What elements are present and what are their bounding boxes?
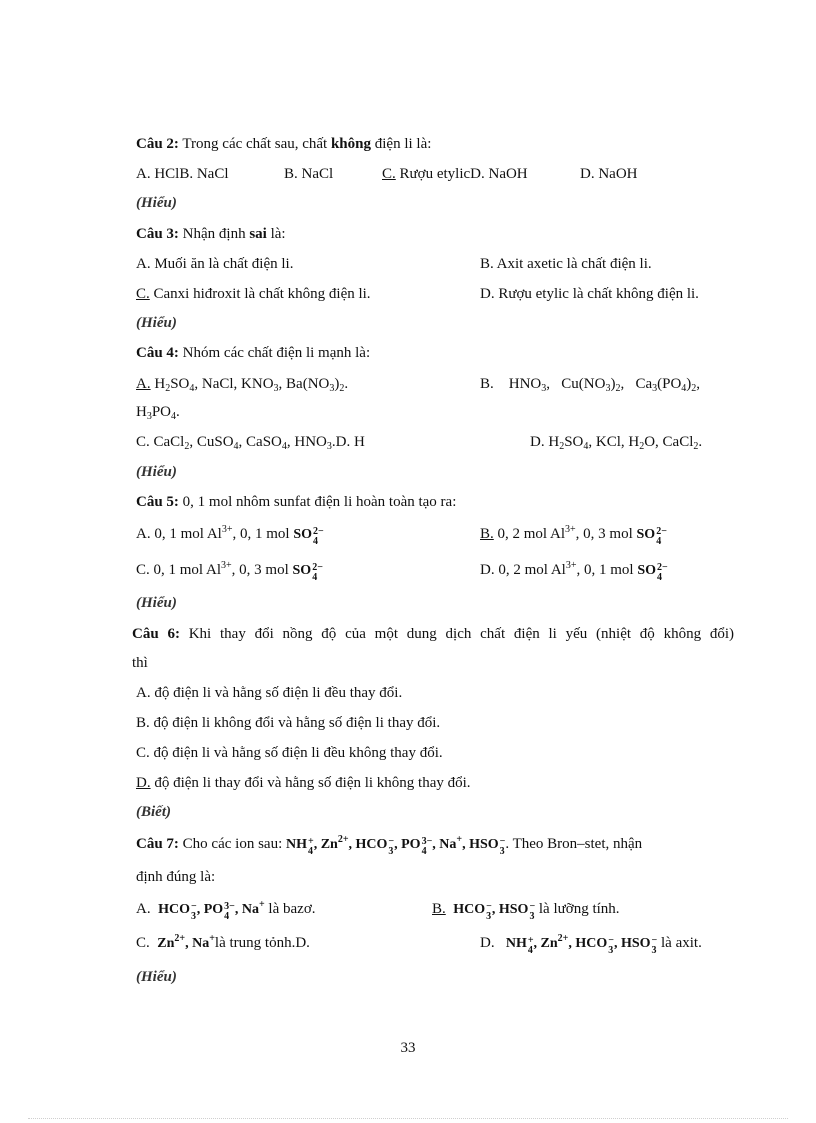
question-4-stem: Câu 4: Nhóm các chất điện li mạnh là:: [136, 345, 371, 361]
question-4-option-b-cont: $H_3PO_4$.: [136, 404, 180, 422]
question-6-option-a: A. độ điện li và hằng số điện li đều thay đổi.: [136, 685, 403, 701]
question-4-label: Câu 4:: [136, 345, 179, 361]
question-5-option-a: A. 0, 1 mol $Al^{3+}$, 0, 1 mol SO 2− 4: [136, 524, 324, 547]
question-3-option-c: C. Canxi hiđroxit là chất không điện li.: [136, 286, 371, 302]
question-6-option-d: D. độ điện li thay đổi và hằng số điện li không thay đổi.: [136, 775, 471, 791]
question-2-stem: [136, 135, 431, 153]
question-2-label: Câu 2:: [136, 136, 179, 152]
question-2-option-b: B. NaCl: [284, 166, 334, 182]
question-3-stem: Câu 3: Nhận định sai là:: [136, 226, 286, 242]
question-4-option-c: C. CaCl$_2$, CuSO$_4$, CaSO$_4$, $HNO_3.D$. H: [136, 434, 365, 452]
question-6-label: Câu 6:: [132, 626, 180, 642]
question-6-option-b: B. độ điện li không đổi và hằng số điện li thay đổi.: [136, 715, 441, 731]
question-2-option-c: C. Rượu etylicD. NaOH: [382, 166, 528, 182]
page-bottom-rule: [28, 1118, 788, 1119]
question-3-option-d: D. Rượu etylic là chất không điện li.: [480, 286, 699, 302]
question-7-option-b: B. HCO − 3 , HSO − 3 là lưỡng tính.: [432, 901, 620, 922]
question-3-option-a: A. Muối ăn là chất điện li.: [136, 256, 294, 272]
question-3-label: Câu 3:: [136, 226, 179, 242]
page-number: 33: [400, 1040, 416, 1056]
question-2-level: (Hiểu): [136, 195, 177, 211]
question-3-level: (Hiểu): [136, 315, 177, 331]
question-6-level: (Biết): [136, 804, 171, 820]
question-3-option-b: B. Axit axetic là chất điện li.: [480, 256, 652, 272]
question-7-level: (Hiểu): [136, 969, 177, 985]
question-7-option-a: A. HCO − 3 , PO 3− 4 , Na+ là bazơ.: [136, 899, 316, 922]
question-4-option-d: D. $H_2SO_4$, KCl, $H_2O$, CaCl$_2$.: [530, 434, 703, 452]
question-7-stem: Câu 7: Cho các ion sau: NH + 4 , $Zn^{2+}$, HCO − 3 , PO 3− 4 , Na+, HSO − 3 . Theo Bron–stet, nhận: [136, 834, 643, 857]
question-4-option-a: A. $H_2SO_4$, NaCl, $KNO_3$, $Ba(NO_3)_2$.: [136, 376, 349, 394]
question-5-option-d: D. 0, 2 mol $Al^{3+}$, 0, 1 mol SO 2− 4: [480, 560, 668, 583]
question-5-option-c: C. 0, 1 mol $Al^{3+}$, 0, 3 mol SO 2− 4: [136, 560, 323, 583]
question-4-level: (Hiểu): [136, 464, 177, 480]
question-2-option-a: A. HClB. NaCl: [136, 166, 229, 182]
question-7-stem-cont: định đúng là:: [136, 869, 216, 885]
question-7-option-c: C. $Zn^{2+}$, Na+là trung tỏnh.D.: [136, 933, 310, 951]
question-7-label: Câu 7:: [136, 836, 179, 852]
question-5-label: Câu 5:: [136, 494, 179, 510]
question-7-option-d: D. NH + 4 , $Zn^{2+}$, HCO − 3 , HSO − 3 là axit.: [480, 933, 702, 956]
question-6-stem-cont: thì: [132, 655, 148, 671]
question-5-stem: Câu 5: 0, 1 mol nhôm sunfat điện li hoàn toàn tạo ra:: [136, 494, 457, 510]
question-5-level: (Hiểu): [136, 595, 177, 611]
question-2-text: Trong các chất sau, chất: [178, 136, 331, 152]
question-2-text-end: điện li là:: [371, 136, 432, 152]
question-2-option-d: D. NaOH: [580, 166, 638, 182]
question-2-emphasis: không: [330, 136, 371, 152]
question-4-option-b: B. $HNO_3$, $Cu(NO_3)_2$, $Ca_3(PO_4)_2$,: [480, 376, 701, 394]
question-5-option-b: B. 0, 2 mol $Al^{3+}$, 0, 3 mol SO 2− 4: [480, 524, 667, 547]
question-6-stem: Câu 6: Khi thay đổi nồng độ của một dung dịch chất điện li yếu (nhiệt độ không đổi): [132, 626, 735, 642]
question-6-option-c: C. độ điện li và hằng số điện li đều không thay đổi.: [136, 745, 443, 761]
